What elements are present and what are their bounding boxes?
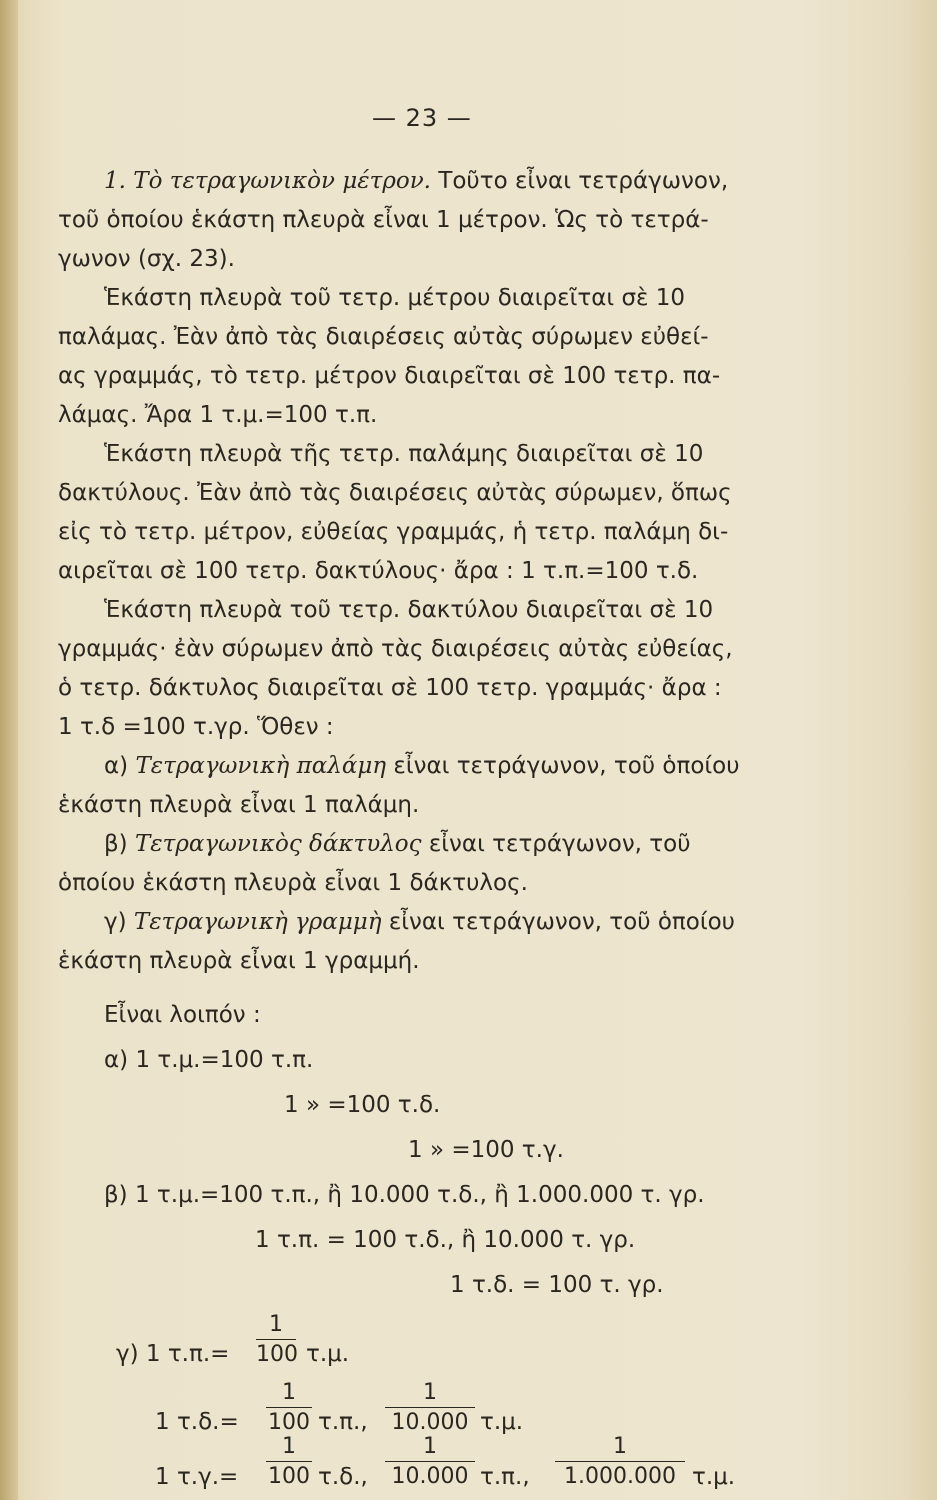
def-c-label: γ) [104, 909, 127, 935]
frac-row1-unit: τ.μ. [306, 1341, 350, 1367]
summary-a3: 1 » =100 τ.γ. [408, 1137, 564, 1163]
page-binding-edge [0, 0, 18, 1500]
summary-b2: 1 τ.π. = 100 τ.δ., ἢ 10.000 τ. γρ. [255, 1227, 636, 1253]
def-a-text: εἶναι τετράγωνον, τοῦ ὁποίου [393, 753, 740, 779]
def-b-line1 [104, 833, 691, 856]
para2-line1: Ἑκάστη πλευρὰ τοῦ τετρ. μέτρου διαιρεῖται σὲ 10 [104, 285, 686, 311]
summary-b3: 1 τ.δ. = 100 τ. γρ. [450, 1272, 664, 1298]
frac-row3-unit1: τ.δ., [318, 1464, 368, 1490]
frac-row3-left: 1 τ.γ.= [155, 1464, 239, 1490]
para4-line4: 1 τ.δ =100 τ.γρ. Ὅθεν : [58, 714, 334, 740]
para4-line3: ὁ τετρ. δάκτυλος διαιρεῖται σὲ 100 τετρ. γραμμάς· ἄρα : [58, 675, 722, 701]
def-c-line2: ἑκάστη πλευρὰ εἶναι 1 γραμμή. [58, 948, 420, 974]
summary-a1: α) 1 τ.μ.=100 τ.π. [104, 1047, 314, 1073]
frac-numerator: 1 [385, 1434, 475, 1462]
frac-row2-unit2: τ.μ. [480, 1409, 524, 1435]
frac-row2-fraction2 [385, 1380, 475, 1435]
para3-line4: αιρεῖται σὲ 100 τετρ. δακτύλους· ἄρα : 1 τ.π.=100 τ.δ. [58, 558, 699, 584]
page-number: — 23 — [372, 104, 472, 132]
summary-b1: β) 1 τ.μ.=100 τ.π., ἢ 10.000 τ.δ., ἢ 1.000.000 τ. γρ. [104, 1182, 705, 1208]
def-a-line1 [104, 755, 740, 778]
frac-row3-fraction1 [266, 1434, 312, 1489]
def-a-label: α) [104, 753, 129, 779]
frac-row3-unit2: τ.π., [480, 1464, 530, 1490]
def-b-label: β) [104, 831, 128, 857]
frac-numerator: 1 [256, 1312, 296, 1340]
frac-numerator: 1 [266, 1380, 312, 1408]
frac-row3-unit3: τ.μ. [692, 1464, 736, 1490]
para1-line1-text: Τοῦτο εἶναι τετράγωνον, [438, 168, 729, 194]
section-title: 1. Τὸ τετραγωνικὸν μέτρον. [104, 168, 431, 194]
para2-line3: ας γραμμάς, τὸ τετρ. μέτρον διαιρεῖται σὲ 100 τετρ. πα- [58, 363, 721, 389]
summary-a2: 1 » =100 τ.δ. [284, 1092, 441, 1118]
frac-denominator: 100 [256, 1342, 298, 1367]
def-c-text: εἶναι τετράγωνον, τοῦ ὁποίου [388, 909, 735, 935]
def-c-line1 [104, 911, 735, 934]
para3-line2: δακτύλους. Ἐὰν ἀπὸ τὰς διαιρέσεις αὐτὰς σύρωμεν, ὅπως [58, 480, 732, 506]
para1-line2: τοῦ ὁποίου ἑκάστη πλευρὰ εἶναι 1 μέτρον. Ὡς τὸ τετρά- [58, 207, 709, 233]
def-b-term: Τετραγωνικὸς δάκτυλος [134, 831, 422, 857]
frac-denominator: 100 [268, 1464, 310, 1489]
para1-line1 [104, 170, 728, 193]
frac-numerator: 1 [266, 1434, 312, 1462]
para2-line4: λάμας. Ἄρα 1 τ.μ.=100 τ.π. [58, 402, 378, 428]
frac-row3-fraction3 [555, 1434, 685, 1489]
frac-row1-left: γ) 1 τ.π.= [116, 1341, 230, 1367]
frac-denominator: 10.000 [391, 1464, 469, 1489]
frac-row2-left: 1 τ.δ.= [155, 1409, 239, 1435]
frac-row3-fraction2 [385, 1434, 475, 1489]
def-a-line2: ἑκάστη πλευρὰ εἶναι 1 παλάμη. [58, 792, 420, 818]
frac-denominator: 10.000 [391, 1410, 469, 1435]
def-b-line2: ὁποίου ἑκάστη πλευρὰ εἶναι 1 δάκτυλος. [58, 870, 528, 896]
def-c-term: Τετραγωνικὴ γραμμὴ [133, 909, 382, 935]
def-a-term: Τετραγωνικὴ παλάμη [135, 753, 387, 779]
def-b-text: εἶναι τετράγωνον, τοῦ [428, 831, 691, 857]
frac-denominator: 100 [268, 1410, 310, 1435]
frac-row2-unit1: τ.π., [318, 1409, 368, 1435]
para1-line3: γωνον (σχ. 23). [58, 246, 235, 272]
para4-line2: γραμμάς· ἐὰν σύρωμεν ἀπὸ τὰς διαιρέσεις αὐτὰς εὐθείας, [58, 636, 733, 662]
para3-line1: Ἑκάστη πλευρὰ τῆς τετρ. παλάμης διαιρεῖται σὲ 10 [104, 441, 704, 467]
frac-numerator: 1 [555, 1434, 685, 1462]
para2-line2: παλάμας. Ἐὰν ἀπὸ τὰς διαιρέσεις αὐτὰς σύρωμεν εὐθεί- [58, 324, 709, 350]
frac-row2-fraction1 [266, 1380, 312, 1435]
frac-numerator: 1 [385, 1380, 475, 1408]
para3-line3: εἰς τὸ τετρ. μέτρον, εὐθείας γραμμάς, ἡ τετρ. παλάμη δι- [58, 519, 729, 545]
frac-row1-fraction [256, 1312, 296, 1367]
summary-intro: Εἶναι λοιπόν : [104, 1002, 261, 1028]
frac-denominator: 1.000.000 [564, 1464, 676, 1489]
para4-line1: Ἑκάστη πλευρὰ τοῦ τετρ. δακτύλου διαιρεῖται σὲ 10 [104, 597, 714, 623]
